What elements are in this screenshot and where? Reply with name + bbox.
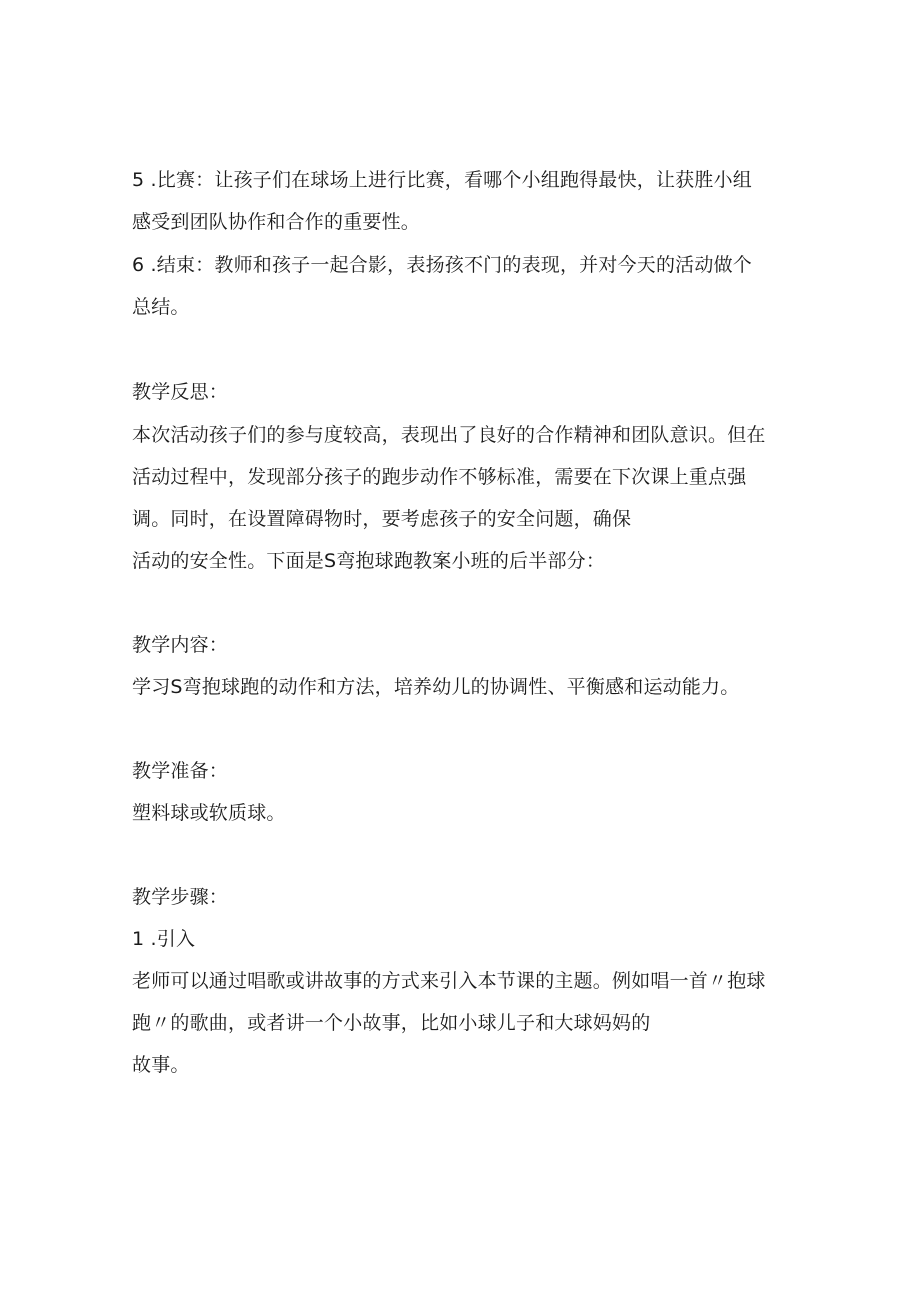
- section-heading-steps: 教学步骤：: [132, 886, 229, 908]
- reflection-line-1: 本次活动孩子们的参与度较高，表现出了良好的合作精神和团队意识。但在: [132, 424, 766, 446]
- step-5-line-2: 感受到团队协作和合作的重要性。: [132, 211, 421, 233]
- step-1-line-2: 跑〃的歌曲，或者讲一个小故事，比如小球儿子和大球妈妈的: [132, 1012, 651, 1034]
- reflection-line-4: 活动的安全性。下面是S弯抱球跑教案小班的后半部分：: [132, 550, 606, 572]
- step-1-line-3: 故事。: [132, 1054, 190, 1076]
- section-heading-reflection: 教学反思：: [132, 381, 229, 403]
- section-heading-content: 教学内容：: [132, 634, 229, 656]
- content-text: 学习S弯抱球跑的动作和方法，培养幼儿的协调性、平衡感和运动能力。: [132, 676, 740, 698]
- reflection-line-3: 调。同时，在设置障碍物时，要考虑孩子的安全问题，确保: [132, 508, 632, 530]
- step-6-line-2: 总结。: [132, 296, 190, 318]
- section-heading-preparation: 教学准备：: [132, 760, 229, 782]
- step-6-line-1: 6 .结束：教师和孩子一起合影，表扬孩不门的表现，并对今天的活动做个: [132, 254, 752, 276]
- preparation-text: 塑料球或软质球。: [132, 802, 286, 824]
- step-1-title: 1 .引入: [132, 928, 196, 950]
- step-1-line-1: 老师可以通过唱歌或讲故事的方式来引入本节课的主题。例如唱一首〃抱球: [132, 970, 766, 992]
- reflection-line-2: 活动过程中，发现部分孩子的跑步动作不够标准，需要在下次课上重点强: [132, 466, 747, 488]
- step-5-line-1: 5 .比赛：让孩子们在球场上进行比赛，看哪个小组跑得最快，让获胜小组: [132, 169, 752, 191]
